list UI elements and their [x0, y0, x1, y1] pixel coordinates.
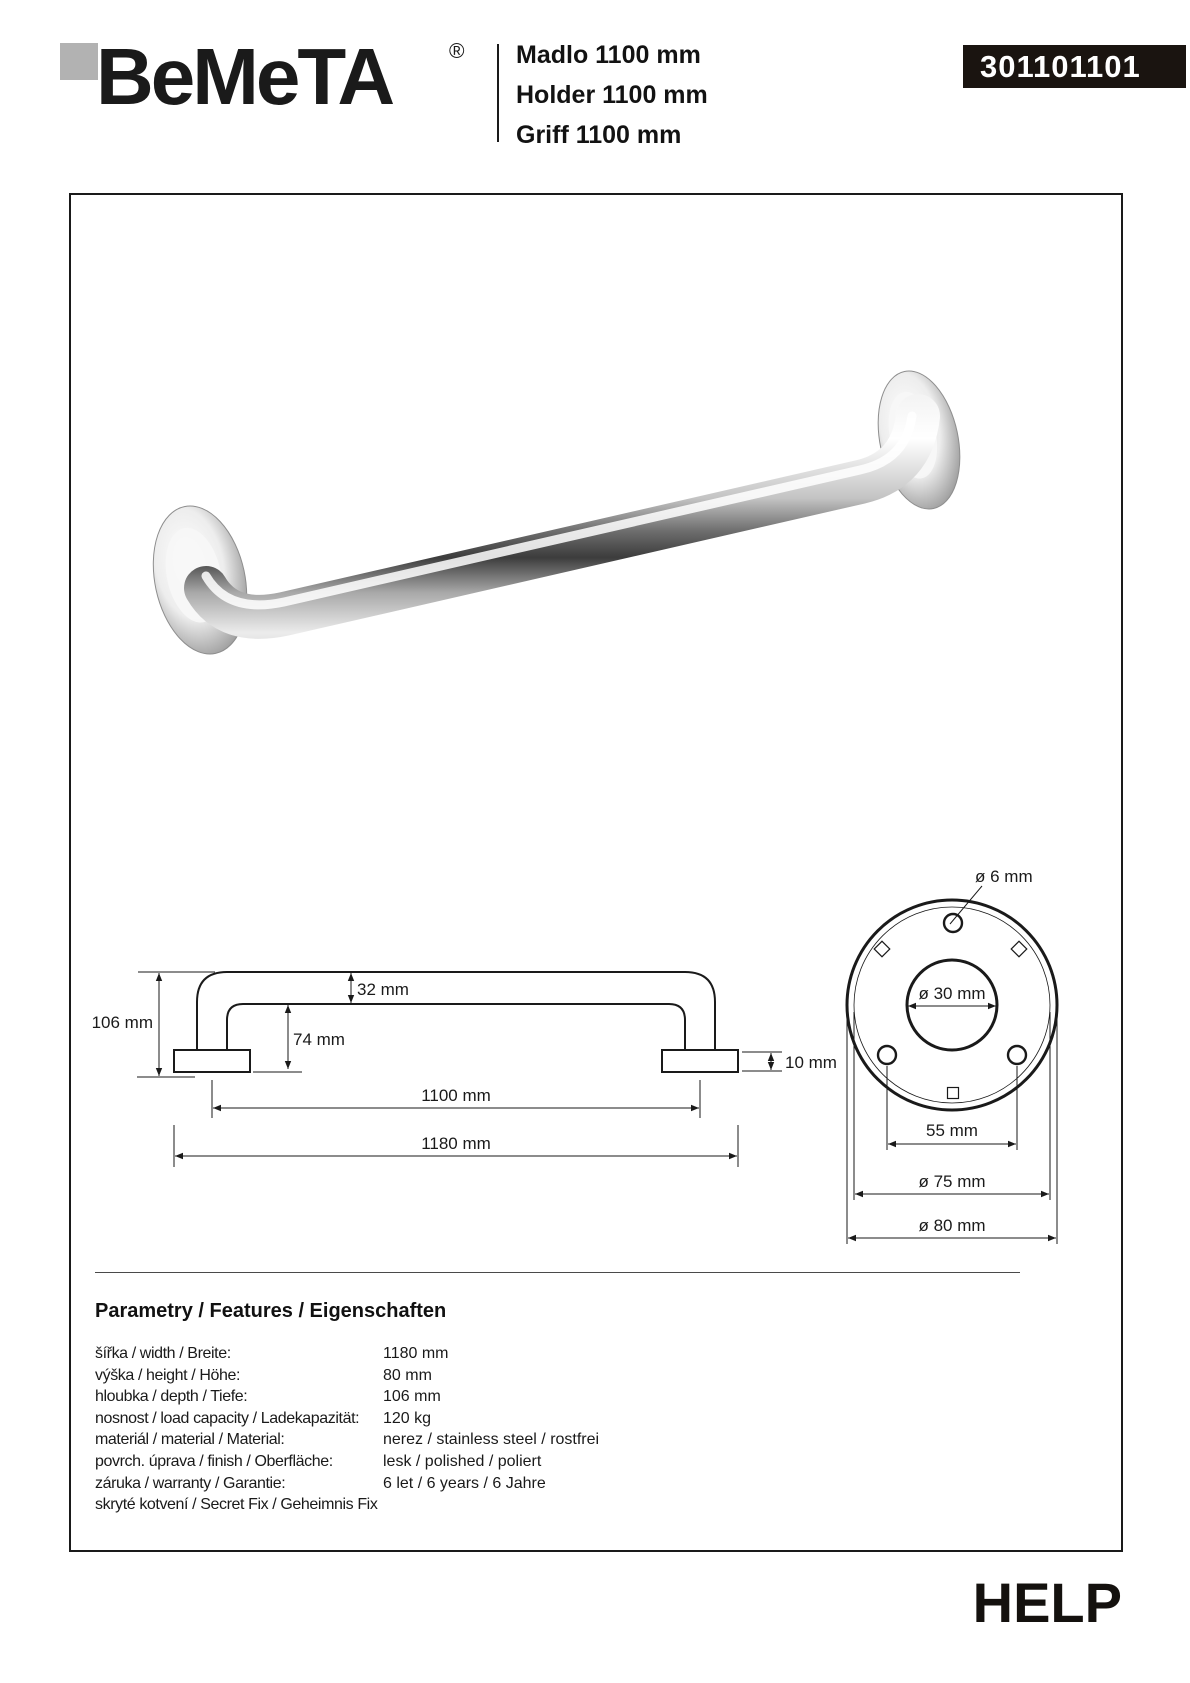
side-view-drawing — [90, 955, 850, 1195]
dim-mount-span-label: 1100 mm — [421, 1086, 491, 1105]
product-code-badge: 301101101 — [963, 45, 1186, 88]
param-label: materiál / material / Material: — [95, 1431, 285, 1449]
dim-flange-thickness-label: 10 mm — [785, 1053, 837, 1072]
product-title-en: Holder 1100 mm — [516, 81, 708, 109]
product-photo — [100, 330, 1000, 830]
param-label: povrch. úprava / finish / Oberfläche: — [95, 1452, 333, 1470]
grab-bar-tube — [206, 416, 918, 617]
product-title-cz: Madlo 1100 mm — [516, 41, 701, 69]
product-title-de: Griff 1100 mm — [516, 121, 682, 149]
params-table — [95, 1343, 599, 1516]
param-value: 80 mm — [383, 1366, 432, 1384]
param-row-finish — [95, 1451, 599, 1473]
params-heading: Parametry / Features / Eigenschaften — [95, 1300, 447, 1322]
param-label: záruka / warranty / Garantie: — [95, 1474, 286, 1492]
param-row-secret-fix — [95, 1494, 599, 1516]
param-row-load-capacity — [95, 1408, 599, 1430]
param-value: 6 let / 6 years / 6 Jahre — [383, 1474, 546, 1492]
dim-overall-width-label: 1180 mm — [421, 1134, 491, 1153]
dim-tube-label: 32 mm — [357, 980, 409, 999]
dim-screw-hole-label: ø 6 mm — [975, 867, 1033, 886]
dim-clearance-label: 74 mm — [293, 1030, 345, 1049]
param-row-warranty — [95, 1473, 599, 1495]
param-row-material — [95, 1429, 599, 1451]
param-value: 120 kg — [383, 1409, 432, 1427]
flange-view-drawing — [820, 810, 1110, 1250]
param-label: skryté kotvení / Secret Fix / Geheimnis Fix — [95, 1496, 378, 1514]
dim-tube-bore-label: ø 30 mm — [918, 984, 986, 1003]
dim-outer-diameter-label: ø 80 mm — [918, 1216, 986, 1235]
param-label: hloubka / depth / Tiefe: — [95, 1388, 248, 1406]
product-titles — [516, 35, 708, 155]
help-brand-mark: HELP — [972, 1571, 1122, 1634]
header-divider — [497, 44, 499, 142]
params-separator — [95, 1272, 1020, 1273]
dim-depth-label: 106 mm — [91, 1013, 153, 1032]
param-row-width — [95, 1343, 599, 1365]
param-value: 1180 mm — [383, 1345, 449, 1362]
param-label: výška / height / Höhe: — [95, 1366, 241, 1384]
param-row-height — [95, 1365, 599, 1387]
param-label: nosnost / load capacity / Ladekapazität: — [95, 1409, 360, 1427]
param-value: lesk / polished / poliert — [383, 1452, 542, 1470]
param-row-depth — [95, 1386, 599, 1408]
registered-mark: ® — [449, 40, 465, 63]
param-value: 106 mm — [383, 1388, 441, 1406]
logo-square-icon — [60, 43, 98, 80]
param-label: šířka / width / Breite: — [95, 1345, 231, 1362]
brand-logo: BeMeTA — [96, 32, 393, 121]
param-value: nerez / stainless steel / rostfrei — [383, 1431, 600, 1449]
dim-inner-diameter-label: ø 75 mm — [918, 1172, 986, 1191]
dim-hole-spacing-label: 55 mm — [926, 1121, 978, 1140]
